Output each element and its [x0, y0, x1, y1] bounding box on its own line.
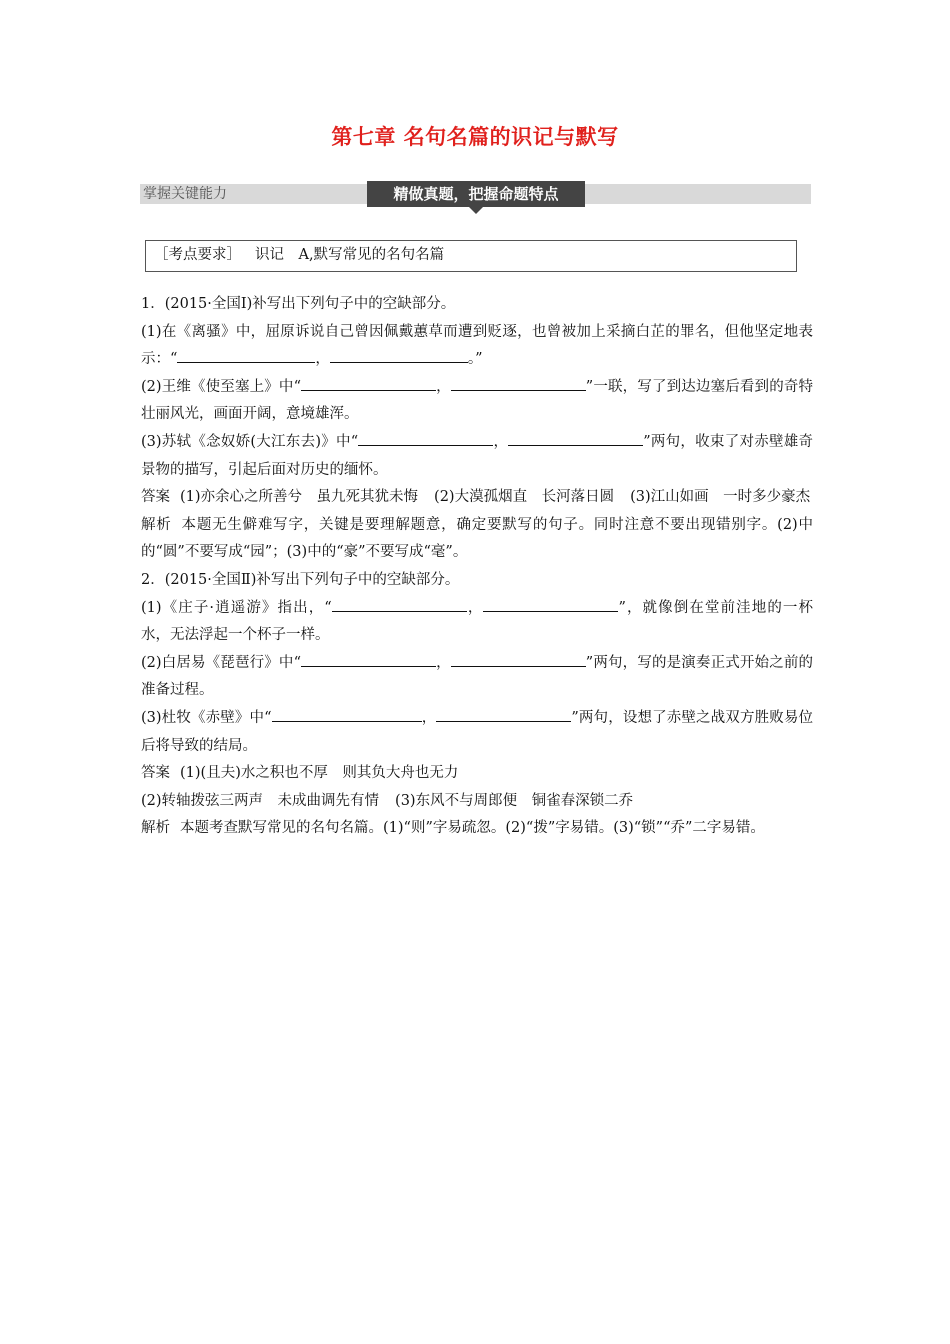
answer-label: 答案 [141, 489, 170, 506]
q1-part2-tail: ”一联，写了到达边塞后看到的奇特壮丽风光，画面开阔，意境雄浑。 [141, 378, 814, 423]
q1-part1-text: (1)在《离骚》中，屈原诉说自己曾因佩戴蕙草而遭到贬逐，也曾被加上采摘白芷的罪名，但他坚定地表示：“ [141, 323, 813, 368]
q1-part3 [141, 429, 813, 484]
fill-blank[interactable] [358, 430, 493, 446]
q2-answer-cont [141, 788, 813, 816]
fill-blank[interactable] [330, 347, 468, 363]
q2-part1-text: (1)《庄子·逍遥游》指出，“ [141, 599, 332, 616]
section-tab-label: 精做真题，把握命题特点 [393, 185, 559, 203]
fill-blank[interactable] [483, 596, 618, 612]
answer-item: (3)东风不与周郎便 铜雀春深锁二乔 [395, 792, 634, 809]
comma: ， [435, 654, 451, 671]
section-tab [367, 181, 585, 207]
q2-part1 [141, 595, 813, 650]
q2-part2 [141, 650, 813, 705]
q1-part2 [141, 374, 813, 429]
answer-item: (1)亦余心之所善兮 虽九死其犹未悔 [180, 489, 419, 506]
answer-label: 答案 [141, 765, 170, 782]
comma: ， [315, 351, 330, 368]
section-header [140, 184, 811, 204]
q2-part3-text: (3)杜牧《赤壁》中“ [141, 709, 272, 726]
answer-item: (2)大漠孤烟直 长河落日圆 [434, 489, 615, 506]
q1-part3-text: (3)苏轼《念奴娇(大江东去)》中“ [141, 433, 359, 450]
fill-blank[interactable] [508, 430, 643, 446]
analysis-text: 本题考查默写常见的名句名篇。(1)“则”字易疏忽。(2)“拨”字易错。(3)“锁”“乔”二字易错。 [180, 820, 765, 837]
q1-part1 [141, 319, 813, 374]
document-body [141, 291, 813, 843]
q2-head: 2．(2015·全国Ⅱ)补写出下列句子中的空缺部分。 [141, 571, 460, 588]
fill-blank[interactable] [301, 375, 436, 391]
q1-part1-tail: 。” [467, 351, 483, 368]
page-title: 第七章 名句名篇的识记与默写 [331, 125, 619, 149]
answer-item: (1)(且夫)水之积也不厚 则其负大舟也无力 [180, 765, 459, 782]
fill-blank[interactable] [332, 596, 467, 612]
comma: ， [421, 709, 437, 726]
fill-blank[interactable] [436, 706, 571, 722]
fill-blank[interactable] [272, 706, 422, 722]
q2-part1-tail: ”，就像倒在堂前洼地的一杯水，无法浮起一个杯子一样。 [141, 599, 814, 644]
analysis-label: 解析 [141, 516, 172, 533]
analysis-text: 本题无生僻难写字，关键是要理解题意，确定要默写的句子。同时注意不要出现错别字。(2)中的“圆”不要写成“园”；(3)中的“豪”不要写成“毫”。 [141, 516, 813, 561]
q2-answer [141, 760, 813, 788]
requirement-content: 识记 A,默写常见的名句名篇 [255, 247, 445, 263]
q2-part3 [141, 705, 813, 760]
q1-part3-tail: ”两句，收束了对赤壁雄奇景物的描写，引起后面对历史的缅怀。 [141, 433, 814, 478]
q2-part3-tail: ”两句，设想了赤壁之战双方胜败易位后将导致的结局。 [141, 709, 814, 754]
fill-blank[interactable] [301, 651, 436, 667]
q2-analysis [141, 815, 813, 843]
answer-item: (3)江山如画 一时多少豪杰 [630, 489, 811, 506]
answer-item: (2)转轴拨弦三两声 未成曲调先有情 [141, 792, 380, 809]
q1-part2-text: (2)王维《使至塞上》中“ [141, 378, 301, 395]
requirement-text [154, 243, 444, 264]
analysis-label: 解析 [141, 820, 170, 837]
fill-blank[interactable] [451, 375, 586, 391]
fill-blank[interactable] [451, 651, 586, 667]
section-left-label: 掌握关键能力 [143, 186, 227, 202]
q1-analysis [141, 512, 813, 567]
requirement-tag: ［考点要求］ [154, 247, 241, 263]
q1-head: 1．(2015·全国Ⅰ)补写出下列句子中的空缺部分。 [141, 296, 456, 312]
q2-part2-tail: ”两句，写的是演奏正式开始之前的准备过程。 [141, 654, 814, 699]
q2-part2-text: (2)白居易《琵琶行》中“ [141, 654, 301, 671]
q1-answer [141, 484, 813, 512]
comma: ， [435, 378, 451, 395]
tab-notch [469, 207, 483, 214]
fill-blank[interactable] [177, 347, 315, 363]
comma: ， [493, 433, 509, 450]
comma: ， [466, 599, 484, 616]
requirement-box [145, 240, 797, 272]
